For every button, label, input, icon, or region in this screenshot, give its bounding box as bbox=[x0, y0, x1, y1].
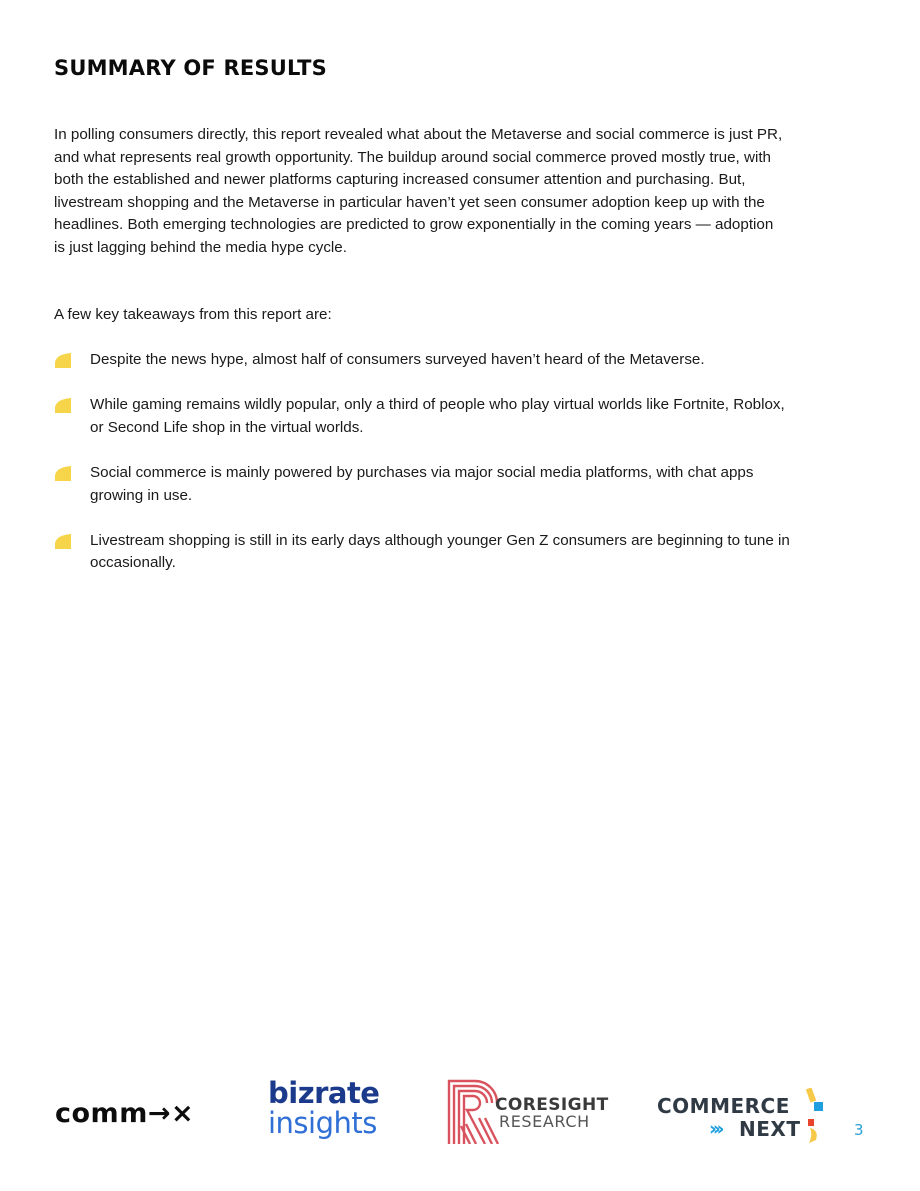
coresight-logo-text: CORESIGHT bbox=[495, 1095, 609, 1115]
commerce-logo-text: COMMERCE bbox=[657, 1094, 790, 1118]
page-number: 3 bbox=[854, 1121, 864, 1139]
commerce-next-logo bbox=[657, 1088, 837, 1148]
bullet-icon bbox=[54, 465, 72, 482]
intro-paragraph: In polling consumers directly, this report revealed what about the Metaverse and social commerce is just PR, and what represents real growth opportunity. The buildup around social commerce proved mostly true, with both the established and newer platforms capturing increased consumer attention and purchasing. But, livestream shopping and the Metaverse in particular haven’t yet seen consumer adoption keep up with the headlines. Both emerging technologies are predicted to grow exponentially in the coming years — adoption is just lagging behind the media hype cycle. bbox=[54, 126, 783, 256]
takeaway-text: Livestream shopping is still in its early days although younger Gen Z consumers are beginning to tune in occasionally. bbox=[90, 531, 790, 572]
insights-logo-text: insights bbox=[268, 1106, 377, 1140]
takeaway-item bbox=[54, 394, 794, 439]
research-logo-text: RESEARCH bbox=[499, 1112, 590, 1131]
takeaway-item bbox=[54, 349, 794, 372]
bizrate-logo-text: bizrate bbox=[268, 1076, 380, 1110]
page-title: SUMMARY OF RESULTS bbox=[54, 56, 327, 80]
takeaways-lead: A few key takeaways from this report are: bbox=[54, 306, 332, 323]
bullet-icon bbox=[54, 533, 72, 550]
commx-logo-mark: →× bbox=[147, 1098, 195, 1129]
footer bbox=[0, 1070, 920, 1160]
takeaways-list bbox=[54, 349, 794, 598]
coresight-research-logo bbox=[445, 1078, 615, 1148]
chevrons-icon: ››› bbox=[709, 1118, 721, 1140]
takeaway-item bbox=[54, 462, 794, 507]
commx-logo-text: comm bbox=[55, 1098, 148, 1129]
takeaway-text: While gaming remains wildly popular, only a third of people who play virtual worlds like Fortnite, Roblox, or Second Life shop in the virtual worlds. bbox=[90, 396, 785, 436]
commx-logo bbox=[55, 1098, 194, 1129]
bizrate-insights-logo bbox=[268, 1078, 379, 1138]
takeaway-item bbox=[54, 530, 794, 575]
bullet-icon bbox=[54, 352, 72, 369]
takeaway-text: Social commerce is mainly powered by purchases via major social media platforms, with chat apps growing in use. bbox=[90, 463, 754, 504]
next-logo-text: NEXT bbox=[739, 1117, 801, 1141]
takeaway-text: Despite the news hype, almost half of consumers surveyed haven’t heard of the Metaverse. bbox=[90, 351, 705, 368]
bullet-icon bbox=[54, 397, 72, 414]
